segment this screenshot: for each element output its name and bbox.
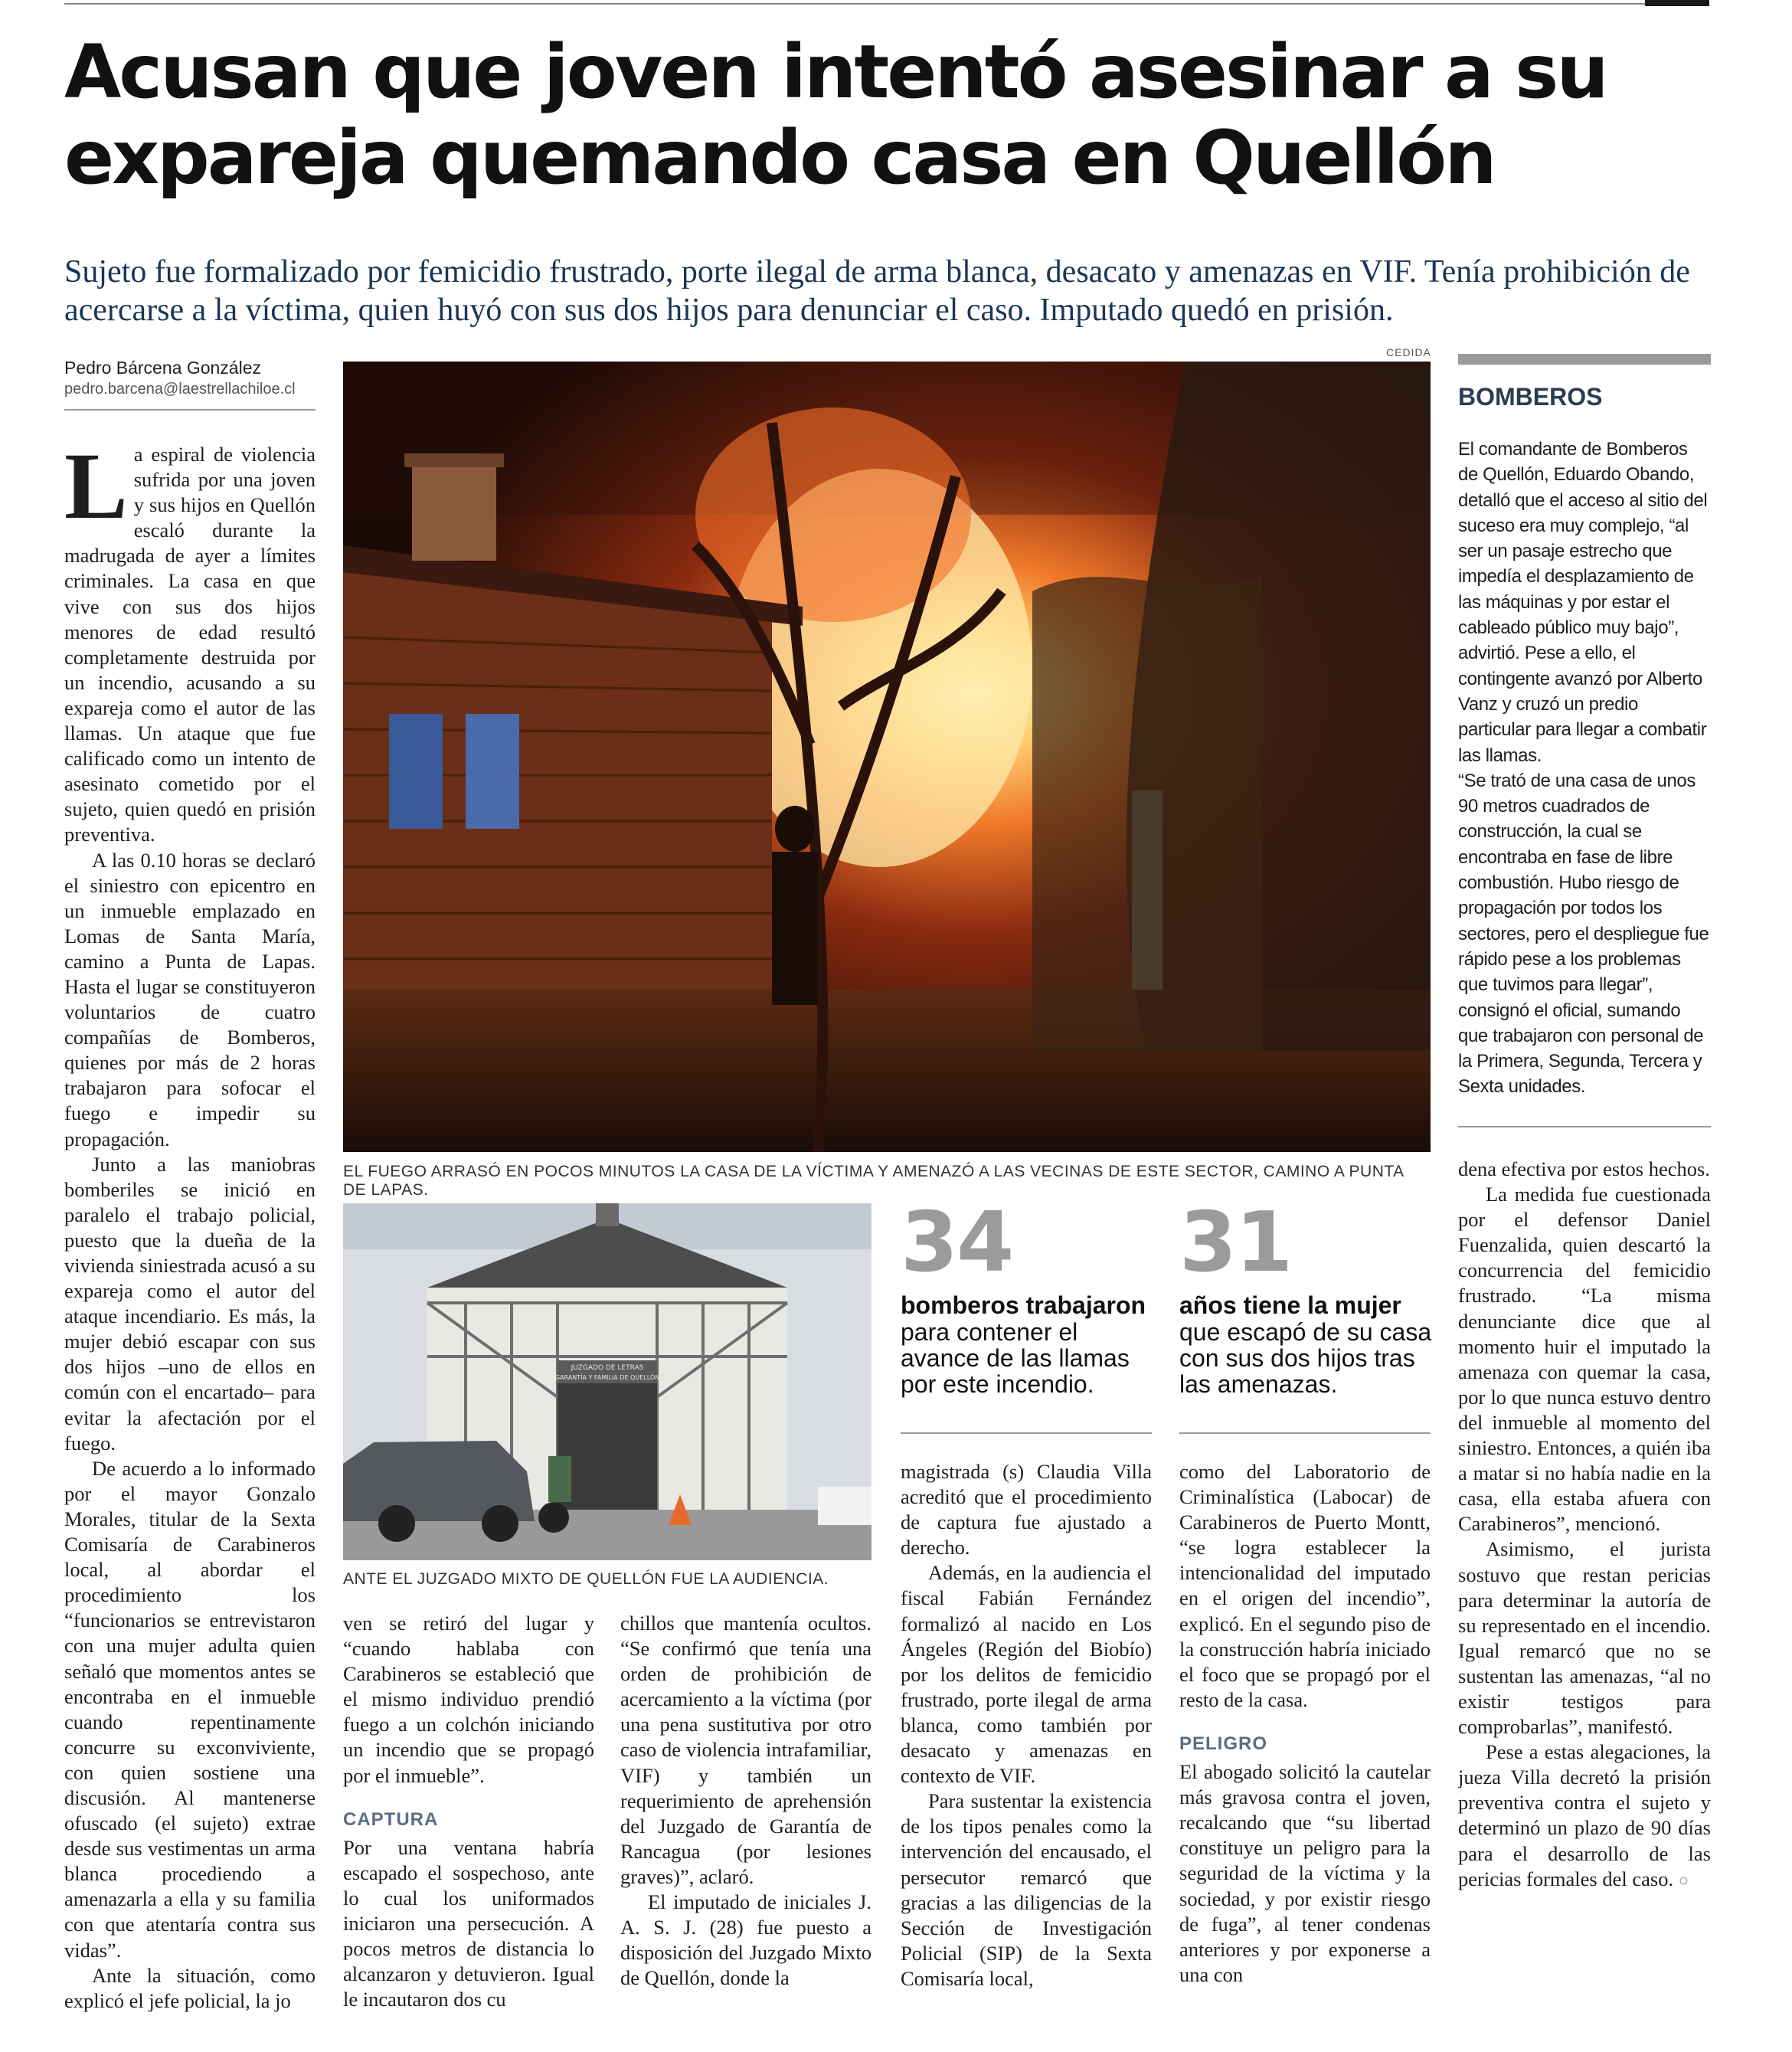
body-column-2 bbox=[343, 1611, 594, 2043]
sidebar-paragraph: “Se trató de una casa de unos 90 metros cuadrados de construcción, la cual se encontraba en fase de libre combustión. Hubo riesgo de propagación por todos los sectores, pero el despliegue fue rápido pese a los problemas que tuvimos para llegar”, consignó el oficial, sumando que trabajaron con personal de la Primera, Segunda, Tercera y Sexta unidades. bbox=[1458, 770, 1709, 1098]
fire-photo bbox=[343, 362, 1431, 1152]
body-paragraph: dena efectiva por estos hechos. bbox=[1458, 1157, 1710, 1180]
body-column-5 bbox=[1179, 1459, 1431, 2043]
body-column-1 bbox=[64, 442, 316, 2043]
deck-subtitle: Sujeto fue formalizado por femicidio frustrado, porte ilegal de arma blanca, desacato y amenazas en VIF. Tenía prohibición de acercarse a la víctima, quien huyó con sus dos hijos para denunciar el caso. Imputado quedó en prisión. bbox=[64, 254, 1690, 328]
section-heading-captura: CAPTURA bbox=[343, 1808, 439, 1830]
end-of-article-icon: ○ bbox=[1678, 1870, 1689, 1890]
author-name: Pedro Bárcena González bbox=[64, 358, 261, 378]
stat-number: 34 bbox=[901, 1195, 1013, 1291]
body-column-4 bbox=[901, 1459, 1152, 2043]
court-photo-illustration bbox=[343, 1203, 871, 1560]
stat-firefighters bbox=[901, 1195, 1153, 1398]
byline bbox=[64, 357, 317, 400]
court-sign-line1: JUZGADO DE LETRAS bbox=[571, 1364, 644, 1372]
body-column-3 bbox=[620, 1611, 871, 2043]
stat-description: que escapó de su casa con sus dos hijos tras las amenazas. bbox=[1179, 1318, 1432, 1398]
body-paragraph: La espiral de violencia sufrida por una joven y sus hijos en Quellón escaló durante la madrugada de ayer a límites criminales. La casa en que vive con sus dos hijos menores de edad resultó completamente destruida por un incendio, acusando a su expareja como el autor de las llamas. Un ataque que fue calificado como un intento de asesinato cometido por el sujeto, quien quedó en prisión preventiva. bbox=[64, 442, 316, 846]
stat-lead: años tiene la mujer bbox=[1179, 1291, 1401, 1319]
body-paragraph: Asimismo, el jurista sostuvo que restan pericias para determinar la autoría de su representado en el incendio. Igual remarcó que no se sustentan las amenazas, “al no existir testigos para comprobarlas”, manifestó. bbox=[1458, 1537, 1711, 1739]
stat-lead: bomberos trabajaron bbox=[901, 1291, 1146, 1319]
body-paragraph: El abogado solicitó la cautelar más gravosa contra el joven, recalcando que “su libertad constituye un peligro para la seguridad de la víctima y la sociedad, y por existir riesgo de fuga”, al tener condenas anteriores y por exponerse a una con bbox=[1179, 1760, 1431, 1986]
body-paragraph: Además, en la audiencia el fiscal Fabián Fernández formalizó al nacido en Los Ángeles (Región del Biobío) por los delitos de femicidio frustrado, porte ilegal de arma blanca, como también por desacato y amenazas en contexto de VIF. bbox=[901, 1561, 1152, 1788]
photo-credit: CEDIDA bbox=[1386, 346, 1431, 358]
headline: Acusan que joven intentó asesinar a su expareja quemando casa en Quellón bbox=[64, 29, 1607, 201]
body-paragraph: Para sustentar la existencia de los tipos penales como la intervención del encausado, el persecutor remarcó que gracias a las diligencias de la Sección de Investigación Policial (SIP) de la Sexta Comisaría local, bbox=[901, 1789, 1152, 1990]
sidebar-bottom-rule bbox=[1458, 1126, 1711, 1127]
body-paragraph: Ante la situación, como explicó el jefe policial, la jo bbox=[64, 1963, 316, 2012]
body-paragraph: El imputado de iniciales J. A. S. J. (28) fue puesto a disposición del Juzgado Mixto de Quellón, donde la bbox=[620, 1890, 871, 1990]
court-photo bbox=[343, 1203, 871, 1560]
body-paragraph: ven se retiró del lugar y “cuando hablaba con Carabineros se estableció que el mismo individuo prendió fuego a un colchón iniciando un incendio que se propagó por el inmueble”. bbox=[343, 1612, 594, 1787]
author-email[interactable]: pedro.barcena@laestrellachiloe.cl bbox=[64, 381, 296, 398]
stat-number: 31 bbox=[1179, 1195, 1292, 1291]
body-paragraph: Por una ventana habría escapado el sospechoso, ante lo cual los uniformados iniciaron una persecución. A pocos metros de distancia lo alcanzaron y detuvieron. Igual le incautaron dos cu bbox=[343, 1835, 594, 2011]
sidebar-title: BOMBEROS bbox=[1458, 383, 1603, 411]
body-paragraph: De acuerdo a lo informado por el mayor Gonzalo Morales, titular de la Sexta Comisaría de Carabineros local, al abordar el procedimiento los “funcionarios se entrevistaron con una mujer adulta quien señaló que momentos antes se encontraba en el inmueble cuando repentinamente concurre su exconviviente, con quien sostiene una discusión. Al mantenerse ofuscado (el sujeto) extrae desde sus vestimentas un arma blanca procediendo a amenazarla a ella y su familia con que atentaría contra sus vidas”. bbox=[64, 1456, 316, 1962]
fire-photo-caption: EL FUEGO ARRASÓ EN POCOS MINUTOS LA CASA DE LA VÍCTIMA Y AMENAZÓ A LAS VECINAS DE ESTE SECTOR, CAMINO A PUNTA DE LAPAS. bbox=[343, 1163, 1404, 1199]
stat-description: para contener el avance de las llamas por este incendio. bbox=[901, 1318, 1130, 1398]
body-paragraph: Pese a estas alegaciones, la jueza Villa decretó la prisión preventiva contra el sujeto y determinó un plazo de 90 días para el desarrollo de las pericias formales del caso. ○ bbox=[1458, 1740, 1711, 1890]
byline-rule bbox=[64, 409, 316, 411]
court-photo-caption: ANTE EL JUZGADO MIXTO DE QUELLÓN FUE LA AUDIENCIA. bbox=[343, 1570, 829, 1588]
body-column-6 bbox=[1458, 1157, 1711, 2045]
body-paragraph: magistrada (s) Claudia Villa acreditó que el procedimiento de captura fue ajustado a derecho. bbox=[901, 1460, 1152, 1559]
stat-rule bbox=[901, 1432, 1152, 1434]
sidebar-text bbox=[1458, 437, 1711, 1100]
section-heading-peligro: PELIGRO bbox=[1179, 1733, 1268, 1754]
sidebar-paragraph: El comandante de Bomberos de Quellón, Eduardo Obando, detalló que el acceso al sitio del suceso era muy complejo, “al ser un pasaje estrecho que impedía el desplazamiento de las máquinas y por estar el cableado público muy bajo”, advirtió. Pese a ello, el contingente avanzó por Alberto Vanz y cruzó un predio particular para llegar a combatir las llamas. bbox=[1458, 439, 1708, 766]
body-paragraph: La medida fue cuestionada por el defensor Daniel Fuenzalida, quien descartó la concurrencia del femicidio frustrado. “La misma denunciante dice que al momento huir el imputado la amenaza con quemar la casa, por lo que nunca estuvo dentro del inmueble al momento del siniestro. Entonces, a quién iba a matar si no había nadie en la casa, ella estaba afuera con Carabineros”, mencionó. bbox=[1458, 1183, 1711, 1536]
top-rule-block bbox=[1645, 0, 1709, 6]
drop-cap: L bbox=[64, 442, 128, 538]
body-paragraph: chillos que mantenía ocultos. “Se confirmó que tenía una orden de prohibición de acercamiento a la víctima (por una pena sustitutiva por otro caso de violencia intrafamiliar, VIF) y también un requerimiento de aprehensión del Juzgado de Garantía de Rancagua (por lesiones graves)”, aclaró. bbox=[620, 1612, 871, 1888]
court-sign-line2: GARANTÍA Y FAMILIA DE QUELLÓN bbox=[554, 1374, 660, 1381]
fire-photo-illustration bbox=[343, 362, 1431, 1152]
body-paragraph: como del Laboratorio de Criminalística (Labocar) de Carabineros de Puerto Montt, “se logra establecer la intencionalidad del imputado en el origen del incendio”, explicó. En el segundo piso de la construcción habría iniciado el foco que se propagó por el resto de la casa. bbox=[1179, 1460, 1431, 1711]
top-rule bbox=[64, 3, 1709, 5]
body-paragraph: A las 0.10 horas se declaró el siniestro con epicentro en un inmueble emplazado en Lomas de Santa María, camino a Punta de Lapas. Hasta el lugar se constituyeron voluntarios de cuatro compañías de Bomberos, quienes por más de 2 horas trabajaron para sofocar el fuego e impedir su propagación. bbox=[64, 848, 316, 1150]
sidebar-top-bar bbox=[1458, 354, 1711, 365]
body-paragraph: Junto a las maniobras bomberiles se inició en paralelo el trabajo policial, puesto que la dueña de la vivienda siniestrada acusó a su expareja como el autor del ataque incendiario. Es más, la mujer debió escapar con sus dos hijos –uno de ellos en común con el encartado– para evitar la afectación por el fuego. bbox=[64, 1152, 316, 1455]
stat-rule bbox=[1179, 1432, 1431, 1434]
stat-woman-age bbox=[1179, 1195, 1432, 1398]
